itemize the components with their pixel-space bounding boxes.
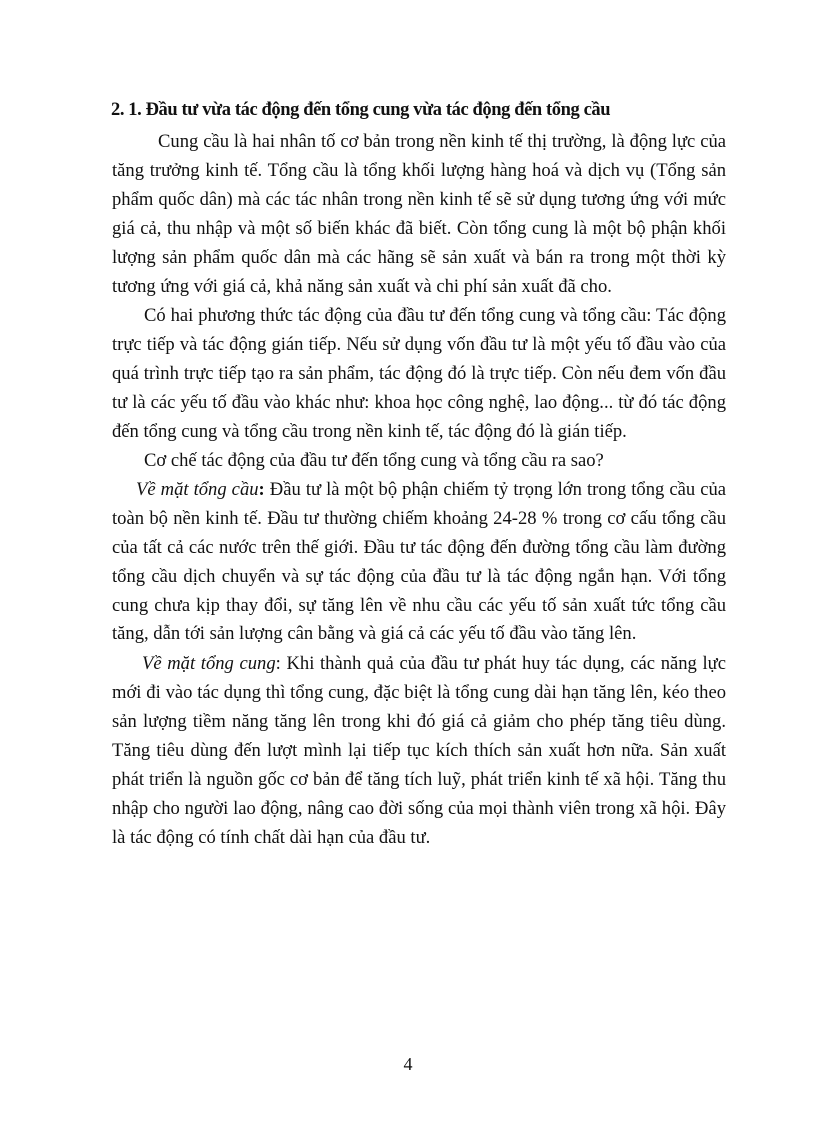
paragraph-aggregate-demand	[112, 476, 726, 649]
aggregate-supply-text: : Khi thành quả của đầu tư phát huy tác dụng, các năng lực mới đi vào tác dụng thì tổng cung, đặc biệt là tổng cung dài hạn tăng lên, kéo theo sản lượng tiềm năng tăng lên trong khi đó giá cả giảm cho phép tăng tiêu dùng. Tăng tiêu dùng đến lượt mình lại tiếp tục kích thích sản xuất hơn nữa. Sản xuất phát triển là nguồn gốc cơ bản để tăng tích luỹ, phát triển kinh tế xã hội. Tăng thu nhập cho người lao động, nâng cao đời sống của mọi thành viên trong xã hội. Đây là tác động có tính chất dài hạn của đầu tư.	[112, 653, 726, 848]
paragraph-supply-demand: Cung cầu là hai nhân tố cơ bản trong nền kinh tế thị trường, là động lực của tăng trưởng kinh tế. Tổng cầu là tổng khối lượng hàng hoá và dịch vụ (Tổng sản phẩm quốc dân) mà các tác nhân trong nền kinh tế sẽ sử dụng tương ứng với mức giá cả, thu nhập và một số biến khác đã biết. Còn tổng cung là một bộ phận khối lượng sản phẩm quốc dân mà các hãng sẽ sản xuất và bán ra trong một thời kỳ tương ứng với giá cả, khả năng sản xuất và chi phí sản xuất đã cho.	[112, 131, 726, 297]
page-number: 4	[403, 1054, 413, 1074]
paragraph-mechanism-question: Cơ chế tác động của đầu tư đến tổng cung và tổng cầu ra sao?	[144, 449, 604, 471]
aggregate-demand-colon: :	[258, 478, 265, 500]
section-heading: 2. 1. Đầu tư vừa tác động đến tổng cung vừa tác động đến tổng cầu	[111, 100, 611, 120]
aggregate-demand-text: Đầu tư là một bộ phận chiếm tỷ trọng lớn trong tổng cầu của toàn bộ nền kinh tế. Đầu tư thường chiếm khoảng 24-28 % trong cơ cấu tổng cầu của tất cả các nước trên thế giới. Đầu tư tác động đến đường tổng cầu làm đường tổng cầu dịch chuyển và sự tác động của đầu tư là tác động ngắn hạn. Với tổng cung chưa kịp thay đổi, sự tăng lên về nhu cầu các yếu tố sản xuất tức tổng cầu tăng, dẫn tới sản lượng cân bằng và giá cả các yếu tố đầu vào tăng lên.	[112, 478, 726, 645]
aggregate-supply-lead: Về mặt tổng cung	[142, 653, 276, 675]
document-body	[112, 128, 726, 853]
paragraph-investment-methods: Có hai phương thức tác động của đầu tư đến tổng cung và tổng cầu: Tác động trực tiếp và tác động gián tiếp. Nếu sử dụng vốn đầu tư là một yếu tố đầu vào của quá trình trực tiếp tạo ra sản phẩm, tác động đó là trực tiếp. Còn nếu đem vốn đầu tư là các yếu tố đầu vào khác như: khoa học công nghệ, lao động... từ đó tác động đến tổng cung và tổng cầu trong nền kinh tế, tác động đó là gián tiếp.	[112, 305, 726, 443]
aggregate-demand-lead: Về mặt tổng cầu	[136, 478, 259, 500]
paragraph-aggregate-supply	[112, 650, 726, 852]
